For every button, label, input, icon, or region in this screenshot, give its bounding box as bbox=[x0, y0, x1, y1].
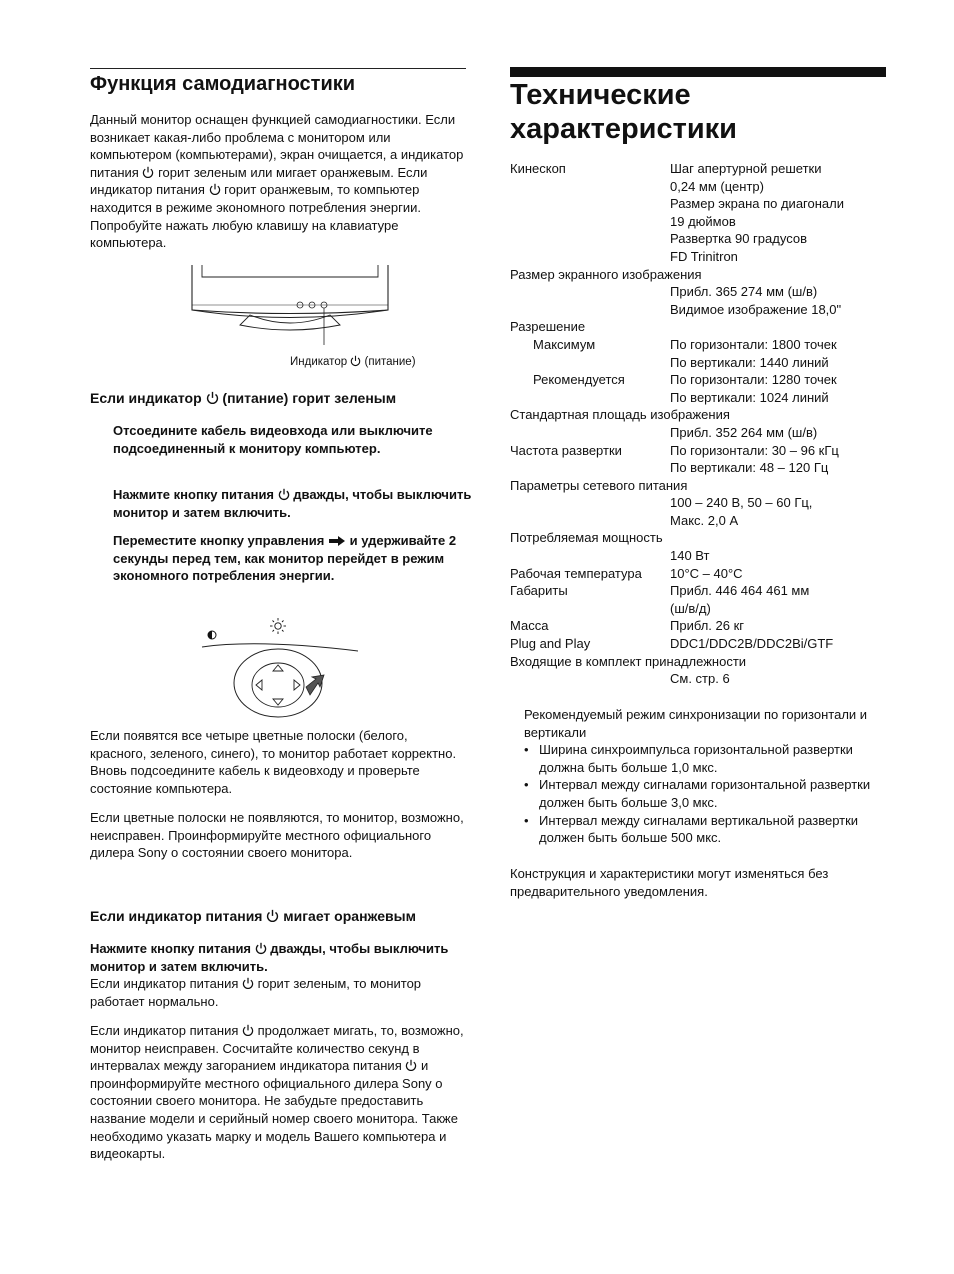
caption-text-a: Индикатор bbox=[290, 356, 348, 368]
parB-text-b: продолжает мигать, то, возможно, монитор неисправен. Сосчитайте количество секунд в интервалах между загоранием индикатора питания bbox=[90, 1023, 464, 1074]
spec-row bbox=[510, 389, 890, 407]
spec-row bbox=[510, 600, 890, 618]
step2-text-b: дважды, чтобы выключить монитор и затем включить. bbox=[113, 487, 472, 520]
spec-label: Максимум bbox=[533, 336, 596, 352]
spec-value: См. стр. 6 bbox=[670, 671, 730, 687]
step-power-cycle bbox=[113, 486, 473, 521]
power-icon bbox=[405, 1059, 417, 1072]
spec-row bbox=[510, 547, 890, 565]
contrast-icon bbox=[208, 631, 216, 639]
spec-value: Макс. 2,0 А bbox=[670, 512, 739, 528]
stepB-text-b: дважды, чтобы выключить монитор и затем включить. bbox=[90, 941, 449, 974]
spec-value: 19 дюймов bbox=[670, 213, 736, 229]
spec-value: Шаг апертурной решетки bbox=[670, 161, 822, 176]
spec-label: Размер экранного изображения bbox=[510, 266, 702, 282]
power-icon bbox=[255, 942, 267, 955]
heading-b-text-b: мигает оранжевым bbox=[283, 908, 416, 924]
notice-paragraph: Конструкция и характеристики могут изменяться без предварительного уведомления. bbox=[510, 866, 829, 899]
spec-row bbox=[510, 529, 890, 547]
paragraph-still-blinking bbox=[90, 1022, 466, 1163]
bullet-item bbox=[524, 812, 884, 847]
spec-value: 10°C – 40°C bbox=[670, 565, 743, 581]
parB-text-a: Если индикатор питания bbox=[90, 1023, 239, 1038]
intro-text-b: горит зеленым или мигает оранжевым. Если индикатор питания bbox=[90, 164, 428, 198]
stepB-text-c: Если индикатор питания bbox=[90, 976, 239, 992]
spec-value: DDC1/DDC2B/DDC2Bi/GTF bbox=[670, 636, 834, 652]
spec-value: По горизонтали: 1280 точек bbox=[670, 372, 837, 388]
spec-row bbox=[510, 195, 890, 213]
power-icon bbox=[266, 909, 279, 923]
bullet-dot: • bbox=[524, 812, 529, 828]
spec-value: По вертикали: 1024 линий bbox=[670, 389, 829, 405]
recommended-timing bbox=[524, 706, 884, 847]
step-disconnect: Отсоедините кабель видеовхода или выключите подсоединенный к монитору компьютер. bbox=[113, 423, 433, 456]
step-power-cycle-orange bbox=[90, 940, 466, 1010]
spec-value: По горизонтали: 30 – 96 кГц bbox=[670, 442, 839, 458]
heading-a-text-a: Если индикатор bbox=[90, 390, 202, 406]
spec-row bbox=[510, 512, 890, 530]
spec-row bbox=[510, 336, 890, 354]
spec-value: Прибл. 446 464 461 мм bbox=[670, 583, 810, 599]
spec-label: Стандартная площадь изображения bbox=[510, 407, 730, 423]
bullet-dot: • bbox=[524, 777, 529, 793]
spec-label: Рекомендуется bbox=[533, 372, 625, 388]
bullet-dot: • bbox=[524, 742, 529, 758]
recommended-bullets bbox=[524, 741, 884, 847]
spec-row bbox=[510, 617, 890, 635]
subsection-heading-green bbox=[90, 390, 396, 406]
spec-value: Прибл. 365 274 мм (ш/в) bbox=[670, 284, 818, 300]
parB-text-c: и проинформируйте местного официального дилера Sony о состоянии своего монитора. Не забудьте предоставить название модели и серийный номер своего монитора. Также необходимо указать марку и модель Вашего компьютера и видеокарты. bbox=[90, 1058, 458, 1162]
subsection-heading-orange bbox=[90, 908, 416, 924]
power-icon bbox=[209, 183, 221, 196]
power-icon bbox=[278, 488, 290, 501]
spec-row bbox=[510, 565, 890, 583]
spec-value: Видимое изображение 18,0" bbox=[670, 301, 842, 317]
intro-paragraph bbox=[90, 111, 466, 252]
monitor-illustration bbox=[190, 265, 390, 345]
recommended-intro: Рекомендуемый режим синхронизации по горизонтали и вертикали bbox=[524, 707, 868, 740]
spec-value: (ш/в/д) bbox=[670, 600, 711, 616]
spec-value: По горизонтали: 1800 точек bbox=[670, 336, 837, 352]
spec-label: Параметры сетевого питания bbox=[510, 477, 688, 493]
paragraph-stripes-appear: Если появятся все четыре цветные полоски (белого, красного, зеленого, синего), то монитор работает корректно. Вновь подсоедините кабель к видеовходу и проверьте состояние компьютера. bbox=[90, 728, 457, 796]
power-icon bbox=[206, 391, 219, 405]
spec-value: Размер экрана по диагонали bbox=[670, 196, 844, 212]
spec-row bbox=[510, 266, 890, 284]
intro-text-a: Данный монитор оснащен функцией самодиагностики. Если возникает какая-либо проблема с монитором или компьютером (компьютерами), экран очищается, а индикатор питания bbox=[90, 112, 464, 180]
spec-label: Частота развертки bbox=[510, 442, 622, 458]
right-arrow-icon bbox=[328, 535, 346, 547]
heading-a-text-b: (питание) горит зеленым bbox=[222, 390, 397, 406]
spec-row bbox=[510, 301, 890, 319]
spec-row bbox=[510, 653, 890, 671]
spec-row bbox=[510, 160, 890, 178]
spec-row bbox=[510, 635, 890, 653]
spec-row bbox=[510, 424, 890, 442]
power-icon bbox=[242, 1024, 254, 1037]
power-icon bbox=[242, 977, 254, 990]
spec-row bbox=[510, 178, 890, 196]
bullet-item bbox=[524, 776, 884, 811]
bullet-text: Интервал между сигналами вертикальной развертки должен быть больше 500 мкс. bbox=[539, 812, 859, 846]
bullet-text: Интервал между сигналами горизонтальной развертки должен быть больше 3,0 мкс. bbox=[539, 777, 871, 810]
spec-value: 140 Вт bbox=[670, 548, 710, 564]
step-move-control bbox=[113, 532, 473, 585]
control-button-illustration bbox=[198, 615, 358, 720]
power-icon bbox=[142, 166, 154, 179]
spec-label: Рабочая температура bbox=[510, 565, 642, 581]
spec-value: Прибл. 26 кг bbox=[670, 618, 745, 634]
spec-row bbox=[510, 477, 890, 495]
spec-row bbox=[510, 494, 890, 512]
spec-label: Габариты bbox=[510, 583, 568, 599]
spec-row bbox=[510, 442, 890, 460]
spec-value: По вертикали: 48 – 120 Гц bbox=[670, 460, 829, 476]
paragraph-stripes-missing: Если цветные полоски не появляются, то монитор, возможно, неисправен. Проинформируйте местного официального дилера Sony о состоянии своего монитора. bbox=[90, 810, 464, 861]
spec-row bbox=[510, 283, 890, 301]
monitor-caption bbox=[290, 355, 416, 368]
title-line-1: Технические bbox=[510, 79, 691, 111]
stepB-text-a: Нажмите кнопку питания bbox=[90, 941, 252, 956]
spec-value: Развертка 90 градусов bbox=[670, 231, 807, 247]
spec-row bbox=[510, 406, 890, 424]
section-title-self-diagnosis: Функция самодиагностики bbox=[90, 73, 356, 95]
spec-label: Входящие в комплект принадлежности bbox=[510, 653, 747, 669]
section-rule bbox=[90, 68, 466, 69]
brightness-icon bbox=[270, 618, 286, 634]
spec-value: По вертикали: 1440 линий bbox=[670, 354, 829, 370]
spec-row bbox=[510, 354, 890, 372]
heading-b-text-a: Если индикатор питания bbox=[90, 908, 263, 924]
spec-value: FD Trinitron bbox=[670, 248, 738, 264]
spec-value: 100 – 240 В, 50 – 60 Гц, bbox=[670, 495, 813, 511]
step3-text-a: Переместите кнопку управления bbox=[113, 533, 325, 548]
spec-label: Plug and Play bbox=[510, 636, 591, 652]
step2-text-a: Нажмите кнопку питания bbox=[113, 487, 275, 502]
spec-value: Прибл. 352 264 мм (ш/в) bbox=[670, 424, 818, 440]
stepB-text-d: горит зеленым, то монитор работает нормально. bbox=[90, 976, 422, 1009]
spec-label: Разрешение bbox=[510, 319, 586, 335]
power-icon bbox=[350, 355, 361, 367]
intro-text-c: горит оранжевым, то компьютер находится в режиме экономного потребления энергии. Попробуйте нажать любую клавишу на клавиатуре компьютера. bbox=[90, 182, 422, 251]
bullet-item bbox=[524, 741, 884, 776]
spec-row bbox=[510, 582, 890, 600]
spec-row bbox=[510, 459, 890, 477]
spec-row bbox=[510, 318, 890, 336]
caption-text-b: (питание) bbox=[364, 356, 416, 368]
spec-row bbox=[510, 670, 890, 688]
page-title-specifications bbox=[510, 78, 890, 146]
spec-row bbox=[510, 371, 890, 389]
title-bar bbox=[510, 67, 886, 77]
spec-label: Кинескоп bbox=[510, 161, 566, 176]
spec-value: 0,24 мм (центр) bbox=[670, 178, 764, 194]
spec-label: Масса bbox=[510, 618, 549, 634]
bullet-text: Ширина синхроимпульса горизонтальной развертки должна быть больше 1,0 мкс. bbox=[539, 742, 853, 775]
step3-text-b: и удерживайте 2 секунды перед тем, как монитор перейдет в режим экономного потребления энергии. bbox=[113, 533, 457, 584]
title-line-2: характеристики bbox=[510, 113, 737, 145]
spec-row bbox=[510, 248, 890, 266]
spec-row bbox=[510, 213, 890, 231]
specs-table bbox=[510, 160, 890, 688]
spec-label: Потребляемая мощность bbox=[510, 530, 663, 546]
spec-row bbox=[510, 230, 890, 248]
